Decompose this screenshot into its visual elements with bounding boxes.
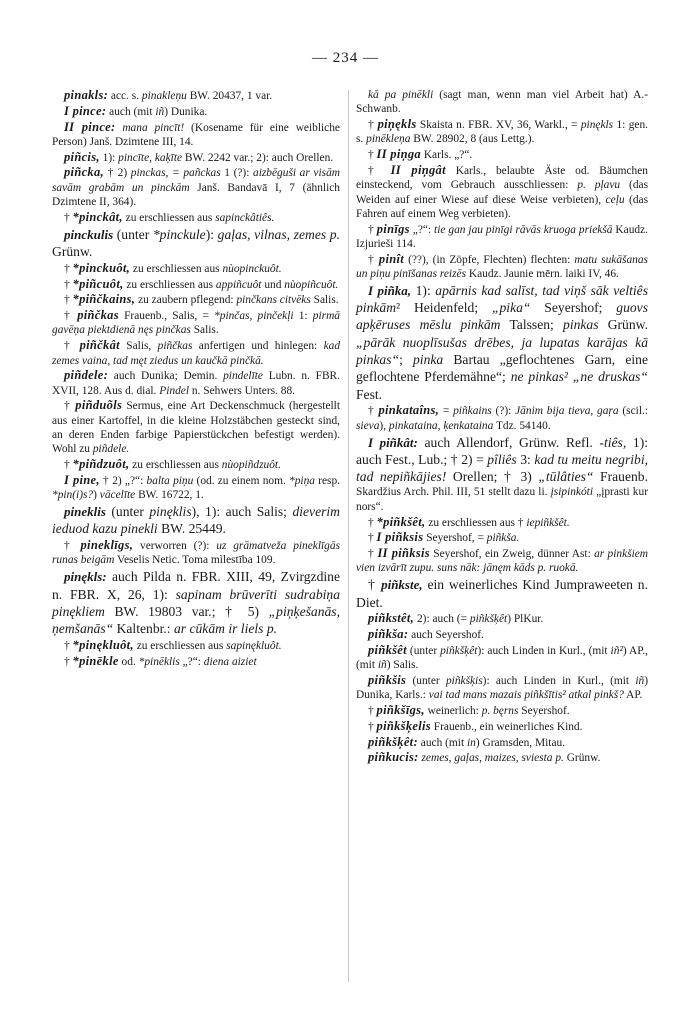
- dictionary-entry: † I piñksis Seyershof, = piñkša.: [368, 530, 520, 545]
- dictionary-entry: pineklis (unter pinęklis), 1): auch Salis; dieverim ieduod kazu pinekli BW. 25449.: [52, 504, 340, 537]
- dictionary-entry: piñcis, 1): pincīte, kaķīte BW. 2242 var.; 2): auch Orellen.: [64, 149, 334, 164]
- dictionary-entry: piñcka, † 2) pinckas, = pañckas 1 (?): aizbēguši ar visām savām grabām un pinckām Janš. Bandavā I, 7 (ähnlich Dzimtene II, 364).: [52, 165, 340, 209]
- dictionary-entry: † *piñkšêt, zu erschliessen aus † iepiñkšêt.: [368, 514, 570, 529]
- dictionary-entry: † pineklīgs, verworren (?): uz grāmatveža pineklīgās runas beigām Veselis Netic. Toma mìlestība 109.: [52, 538, 341, 567]
- dictionary-entry: piñkša: auch Seyershof.: [368, 627, 484, 642]
- dictionary-entry: pinękls: auch Pilda n. FBR. XIII, 49, Zvirgzdine n. FBR. X, 26, 1): sapinam brūverīti sudrabiņa pinękliem BW. 19803 var.; † 5) „piņķešanās, ņemšanās“ Kaltenbr.: ar cūkām ir liels p.: [52, 569, 340, 637]
- dictionary-entry: † *pinckuôt, zu erschliessen aus nùopinckuôt.: [64, 260, 282, 275]
- dictionary-entry: † II piņgât Karls., belaubte Äste od. Bäumchen einsteckend, vom Gebrauch ausschliessen: p. pļavu (das Weiden auf einer Wiese auf diese Weise verbieten), ceļu (das Fahren auf einem Weg verbieten).: [356, 162, 649, 220]
- dictionary-entry: † *piñčkains, zu zaubern pflegend: pinčkans citvēks Salis.: [64, 292, 339, 307]
- dictionary-entry: piñkšis (unter piñkšķis): auch Linden in Kurl., (mit iñ) Dunika, Karls.: vai tad mans mazais piñkšītis² atkal pinkš? AP.: [356, 672, 648, 702]
- column-divider: [348, 90, 349, 982]
- page-number: — 234 —: [312, 50, 379, 66]
- dictionary-entry: I pince: auch (mit iñ) Dunika.: [64, 103, 208, 118]
- dictionary-entry: pinakls: acc. s. pinakleņu BW. 20437, 1 var.: [64, 88, 273, 102]
- dictionary-entry: pinckulis (unter *pinckule): gaļas, vilnas, zemes p. Grünw.: [52, 226, 340, 259]
- dictionary-entry: † pinkataîns, = piñkains (?): Jānim bija tieva, gaŗa (scil.: sieva), pinkataina, ķenkataina Tdz. 54140.: [356, 403, 648, 432]
- dictionary-entry: † II piñksis Seyershof, ein Zweig, dünner Ast: ar pinkšiem vien izvārīt zupu. suns nāk: jānęm kāds p. ruokā.: [356, 546, 649, 575]
- dictionary-entry: † *pinękluôt, zu erschliessen aus sapinękluôt.: [64, 637, 282, 652]
- dictionary-entry: † pinît (??), (in Zöpfe, Flechten) flechten: matu sukāšanas un piņu pinīšanas reizēs Kaudz. Jaunie mērn. laiki IV, 46.: [356, 251, 648, 281]
- dictionary-entry: I pine, † 2) „?“: balta piņu (od. zu einem nom. *piņa resp. *pin(i)s?) vācelīte BW. 16722, 1.: [52, 472, 341, 502]
- dictionary-entry: piñkucis: zemes, gaļas, maizes, sviesta p. Grünw.: [368, 750, 601, 765]
- dictionary-entry: II pince: mana pincīt! (Kosename für eine weibliche Person) Janš. Dzimtene III, 14.: [52, 119, 340, 148]
- dictionary-entry: † *pinckât, zu erschliessen aus sapinckâtiês.: [64, 209, 275, 224]
- dictionary-entry: † piñduõls Sermus, eine Art Deckenschmuck (hergestellt aus einer Kartoffel, in die kleine Holzstäbchen gesteckt sind, an deren Enden farbige Papierstückchen befestigt werden). Wohl zu piñdele.: [52, 398, 341, 456]
- dictionary-entry: † piñkšķelis Frauenb., ein weinerliches Kind.: [368, 718, 583, 733]
- dictionary-entry: † *piñcuôt, zu erschliessen aus appiñcuôt und nùopiñcuôt.: [64, 276, 339, 291]
- dictionary-entry: † piñčkât Salis, piñčkas anfertigen und hinlegen: kad zemes vaina, tad męt ziedus un kaučkā pinčkā.: [52, 338, 341, 367]
- dictionary-entry: piñkšķêt: auch (mit in) Gramsden, Mitau.: [368, 734, 566, 749]
- dictionary-entry: † pinīgs „?“: tie gan jau pinīgi rāvās kruoga priekšā Kaudz. Izjurieši 114.: [356, 221, 648, 250]
- dictionary-entry: † piñčkas Frauenb., Salis, = *pinčas, pinčekļi 1: pirmā gavēņa piektdienā nęs pinčkas Salis.: [52, 308, 340, 337]
- dictionary-entry: † piñkste, ein weinerliches Kind Jumpraweeten n. Diet.: [356, 577, 648, 610]
- dictionary-entry: I piñkât: auch Allendorf, Grünw. Refl. -tiês, 1): auch Fest., Lub.; † 2) = pîliês 3: kad tu meitu negribi, tad nepiñkājies! Orellen; † 3) „tūlâties“ Frauenb. Skardžius Arch. Phil. III, 51 stellt dazu li. įsipinkóti „įprasti kur nors“.: [356, 434, 649, 513]
- dictionary-entry: † piñkšīgs, weinerlich: p. bęrns Seyershof.: [368, 703, 570, 718]
- dictionary-entry: † *piñdzuôt, zu erschliessen aus nùopiñdzuôt.: [64, 457, 281, 472]
- left-column: [52, 88, 340, 669]
- right-column: [356, 88, 648, 766]
- dictionary-entry: I piñka, 1): apārnis kad salīst, tad viņš sāk veltiês pinkām² Heidenfeld; „pika“ Seyershof; guovs apķēruses mēslu pinkām Talssen; pinkas Grünw. „pārāk nuoplīsušas drēbes, ja lupatas karājas kā pinkas“; pinka Bartau „geflochtenes Garn, eine geflochtene Pferdemähne“; ne pinkas² „ne druskas“ Fest.: [356, 282, 648, 402]
- dictionary-entry: piñkstêt, 2): auch (= piñkšķêt) PlKur.: [368, 611, 544, 626]
- dictionary-entry: † *pinēkle od. *pinēklis „?“: diena aiziet: [64, 653, 257, 668]
- dictionary-entry: † piņękls Skaista n. FBR. XV, 36, Warkl., = pinękls 1: gen. s. pinēkleņa BW. 28902, 8 (aus Lettg.).: [356, 117, 648, 146]
- dictionary-entry: † II piņga Karls. „?“.: [368, 147, 473, 162]
- dictionary-entry: piñkšêt (unter piñkšķêt): auch Linden in Kurl., (mit iñ²) AP., (mit iñ) Salis.: [356, 642, 648, 672]
- dictionary-entry: piñdele: auch Dunika; Demin. pindelīte Lubn. n. FBR. XVII, 128. Aus d. dial. Pindel n. Sehwers Unters. 88.: [52, 368, 340, 397]
- dictionary-entry: kā pa pinēkli (sagt man, wenn man viel Arbeit hat) A.-Schwanb.: [356, 89, 648, 116]
